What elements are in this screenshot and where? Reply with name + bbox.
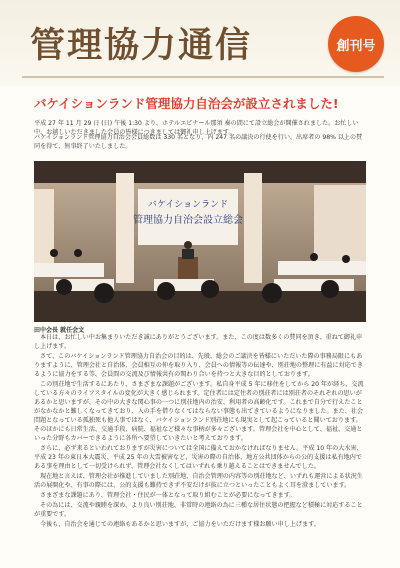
- body-paragraph: さまざまな課題にあり、管理会社・住民が一体となって取り組むことが必要になってきます。: [40, 492, 296, 499]
- body-paragraph: 今後も、自治会を通じての連絡もあるかと思いますが、ご協力をいただけます様お願い申し上げます。: [40, 521, 320, 528]
- article-body: [34, 333, 366, 530]
- intro-paragraph-1: 平成 27 年 11 月 29 日 (日) 午後 1:30 より、ホテルエピナール那須 奏の間にて設立総会が開催されました。お忙しい中、お越しいただきました会員の皆様につきましては御礼申し上げます。: [34, 120, 359, 136]
- body-paragraph: その為には、交流や親睦を深め、より良い別荘地、非常時の連絡の為に三種な居住状態の把握など積極に対応することが重要です。: [34, 502, 363, 518]
- body-paragraph: さて、このバケイションランド管理協力自治会の目的は、先般、総会のご議決を皆様にいただいた際の事務局限にもありますように、管理会社と自治体、会員相互の仲を取り入り、会員への情報等の伝達や、別荘地の整理に有益に対応できるように協力をする等、会員間の交流及び情報共有の関わり合いを持つと大きな目的としております。: [34, 353, 363, 378]
- intro-paragraph-2: バケイションランド管理協力自治会会員総数は 330 名となり、内 247 名の議決の行使を行い、出席者の 98% 以上の賛同を得て、無事終了いたしました。: [34, 134, 363, 150]
- photo-caption: 田中会長 就任会文: [34, 327, 85, 334]
- banner-line-2: 管理協力自治会設立総会: [133, 215, 243, 226]
- inaugural-issue-badge: 創刊号: [328, 16, 384, 72]
- article-headline: バケイションランド管理協力自治会が設立されました!: [34, 96, 339, 111]
- banner-line-1: バケイションランド: [147, 200, 229, 210]
- body-paragraph: さらに、必ず来るといわれておりますが災害については全国に備えておかなければなりません。平成 10 年の大水害、平成 23 年の東日本大震災、平成 25 年の大雪被害など、災害の際の自治体、地方公共団体からの公的支援は私有地内である事を理由として一切受けられず、管理会社なくしてはいずれも乗り越えることはできませんでした。: [34, 445, 363, 470]
- body-paragraph: この別荘地で生活するにあたり、さまざまな課題がございます。私自身平成 5 年に移住をしてから 20 年が経ち、交流している方々のライフスタイルの変化が大きく感じられます。定住者には定住者の別荘者には別荘者のそれぞれの思いがあるかと思いますが、その中の大きな関心事の一つに別荘地内の治安、利用者の高齢化です。これまで自分で行えたことがなかなかと難しくなってきており、入の手を借りなくてはならない事態も出てきているようになりました。また、社会問題となっている孤独死も他人事ではなく、バケイションランド別荘地にも現実として起こっていると聞いております。そのほかにも日常生活、交通手段、病院、福祉など様々な事柄が多々ございます。管理会社を中心として、福祉、交通といった分野もカバーできるように各所へ要望していきたいと考えております。: [34, 381, 364, 442]
- body-paragraph: 現在地と言えば、管理会社が推進していました別荘地、自治会管理の内容等の別荘地など、いずれも運営による状況生活の展開化や、有事の際には、公的支援も難持できず不安だけが抜に立つといったこともよく耳を澄ましています。: [34, 473, 363, 489]
- meeting-photo-illustration: [34, 161, 366, 322]
- masthead: [0, 0, 400, 86]
- newsletter-title: 管理協力通信: [30, 25, 253, 66]
- body-paragraph: 本日は、お忙しい中お集まりいただき誠にありがとうございます。また、この度は数多くの賛同を頂き、重ねて御礼申し上げます。: [34, 334, 363, 350]
- title-rule: [22, 76, 384, 78]
- meeting-photo: [34, 161, 366, 322]
